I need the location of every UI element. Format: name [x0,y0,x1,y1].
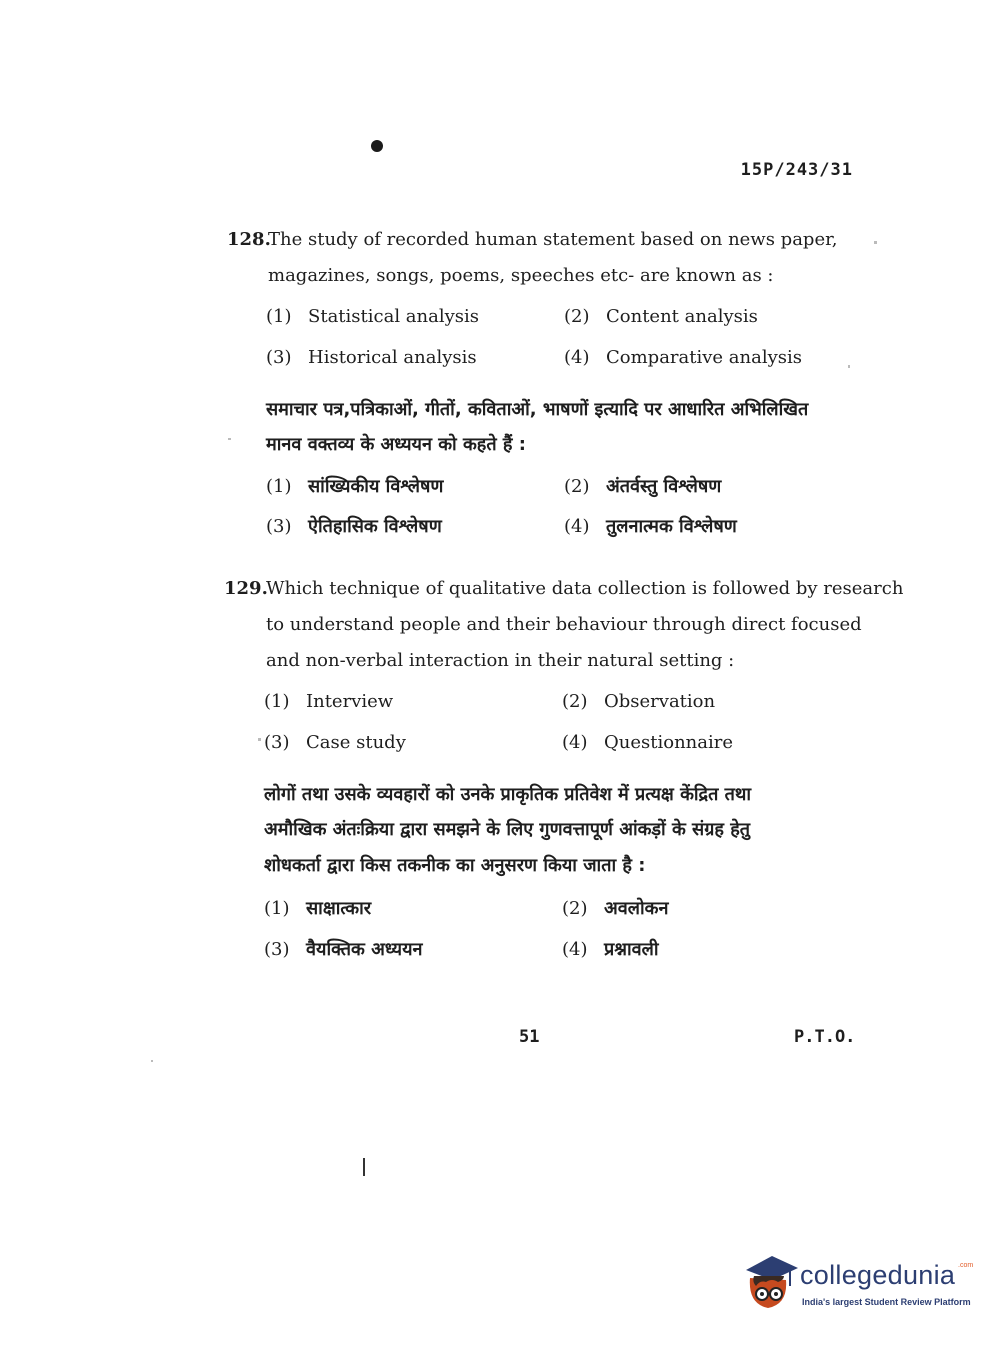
scan-speck [258,738,261,741]
option-number: (4) [562,732,588,753]
hindi-option-2 [564,474,721,498]
option-2 [564,306,758,327]
mascot-icon [742,1252,800,1314]
hindi-option-4 [564,514,737,538]
scan-speck [874,241,877,244]
option-2 [562,691,715,712]
hindi-question-line: लोगों तथा उसके व्यवहारों को उनके प्राकृतिक प्रतिवेश में प्रत्यक्ष केंद्रित तथा [264,784,752,805]
hindi-question-line: समाचार पत्र,पत्रिकाओं, गीतों, कविताओं, भाषणों इत्यादि पर आधारित अभिलिखित [266,399,809,420]
option-text: Case study [306,732,406,753]
option-text: Statistical analysis [308,306,480,327]
option-text: ऐतिहासिक विश्लेषण [308,516,442,537]
option-4 [564,347,802,368]
option-text: Comparative analysis [606,347,803,368]
option-text: Observation [604,691,716,712]
question-text-line: The study of recorded human statement based on news paper, [268,229,838,250]
question-text-line: magazines, songs, poems, speeches etc- are known as : [268,265,774,286]
option-1 [266,306,479,327]
option-number: (2) [562,898,588,919]
brand-name: collegedunia [800,1260,956,1290]
question-text-line: Which technique of qualitative data collection is followed by research [266,578,904,599]
hindi-option-1 [266,474,443,498]
paper-code: 15P/243/31 [740,160,853,180]
collegedunia-logo [742,1252,972,1314]
option-number: (1) [266,476,292,497]
option-text: अवलोकन [604,898,669,919]
option-number: (3) [266,347,292,368]
option-number: (4) [562,939,588,960]
option-number: (4) [564,347,590,368]
option-number: (3) [264,732,290,753]
option-number: (1) [264,691,290,712]
option-number: (3) [264,939,290,960]
scan-speck [151,1060,153,1062]
question-number: 129. [224,578,268,599]
option-text: अंतर्वस्तु विश्लेषण [606,476,722,497]
option-text: सांख्यिकीय विश्लेषण [308,476,444,497]
scan-speck [228,438,231,440]
option-3 [266,347,477,368]
hindi-option-3 [266,514,442,538]
option-number: (1) [264,898,290,919]
option-text: वैयक्तिक अध्ययन [306,939,423,960]
option-text: Content analysis [606,306,758,327]
option-text: साक्षात्कार [306,898,372,919]
ink-dot [371,140,383,152]
hindi-question-line: मानव वक्तव्य के अध्ययन को कहते हैं : [266,434,526,455]
option-text: Historical analysis [308,347,477,368]
option-1 [264,691,393,712]
option-text: Interview [306,691,394,712]
question-text-line: and non-verbal interaction in their natural setting : [266,650,735,671]
scan-speck [848,365,850,368]
question-number: 128. [227,229,271,250]
option-number: (2) [564,306,590,327]
option-text: प्रश्नावली [604,939,659,960]
option-4 [562,732,733,753]
option-number: (2) [562,691,588,712]
option-3 [264,732,406,753]
option-number: (1) [266,306,292,327]
hindi-question-line: शोधकर्ता द्वारा किस तकनीक का अनुसरण किया जाता है : [264,855,646,876]
option-text: Questionnaire [604,732,733,753]
hindi-option-1 [264,896,371,920]
option-number: (4) [564,516,590,537]
page-number: 51 [519,1027,540,1047]
pto-label: P.T.O. [794,1027,856,1047]
option-text: तुलनात्मक विश्लेषण [606,516,737,537]
question-text-line: to understand people and their behaviour through direct focused [266,614,862,635]
option-number: (3) [266,516,292,537]
hindi-option-2 [562,896,668,920]
hindi-option-4 [562,937,659,961]
brand-tagline: India's largest Student Review Platform [802,1297,971,1307]
option-number: (2) [564,476,590,497]
hindi-question-line: अमौखिक अंतःक्रिया द्वारा समझने के लिए गुणवत्तापूर्ण आंकड़ों के संग्रह हेतु [264,819,751,840]
brand-domain: .com [958,1262,974,1269]
hindi-option-3 [264,937,423,961]
scan-mark [363,1158,365,1176]
